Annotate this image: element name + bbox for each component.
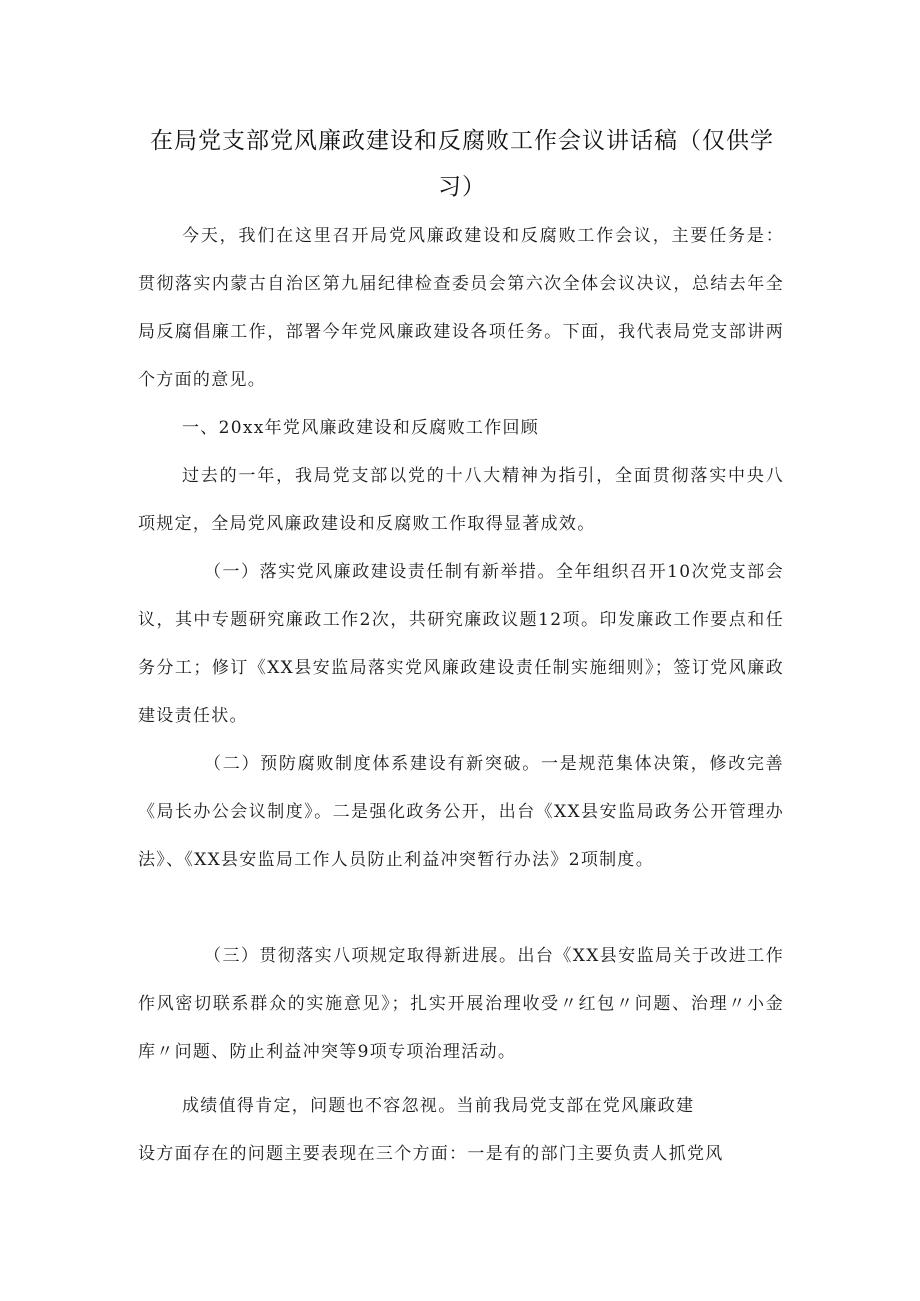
problems-line-1: 成绩值得肯定，问题也不容忽视。当前我局党支部在党风廉政建 xyxy=(182,1096,695,1116)
intro-paragraph: 今天，我们在这里召开局党风廉政建设和反腐败工作会议，主要任务是：贯彻落实内蒙古自治区第九届纪律检查委员会第六次全体会议决议，总结去年全局反腐倡廉工作，部署今年党风廉政建设各项任务。下面，我代表局党支部讲两个方面的意见。 xyxy=(138,226,784,390)
document-title: 在局党支部党风廉政建设和反腐败工作会议讲话稿（仅供学习） xyxy=(150,128,774,200)
problems-line-2: 设方面存在的问题主要表现在三个方面：一是有的部门主要负责人抓党风 xyxy=(138,1144,724,1164)
item-1-paragraph: （一）落实党风廉政建设责任制有新举措。全年组织召开10次党支部会议，其中专题研究廉政工作2次，共研究廉政议题12项。印发廉政工作要点和任务分工；修订《XX县安监局落实党风廉政建设责任制实施细则》；签订党风廉政建设责任状。 xyxy=(138,562,784,726)
review-paragraph: 过去的一年，我局党支部以党的十八大精神为指引，全面贯彻落实中央八项规定，全局党风廉政建设和反腐败工作取得显著成效。 xyxy=(138,466,784,534)
section-heading: 一、20xx年党风廉政建设和反腐败工作回顾 xyxy=(182,418,540,438)
item-3-paragraph: （三）贯彻落实八项规定取得新进展。出台《XX县安监局关于改进工作作风密切联系群众的实施意见》；扎实开展治理收受〃红包〃问题、治理〃小金库〃问题、防止利益冲突等9项专项治理活动。 xyxy=(138,946,784,1062)
item-2-paragraph: （二）预防腐败制度体系建设有新突破。一是规范集体决策，修改完善《局长办公会议制度》。二是强化政务公开，出台《XX县安监局政务公开管理办法》、《XX县安监局工作人员防止利益冲突暂行办法》2项制度。 xyxy=(138,754,784,870)
